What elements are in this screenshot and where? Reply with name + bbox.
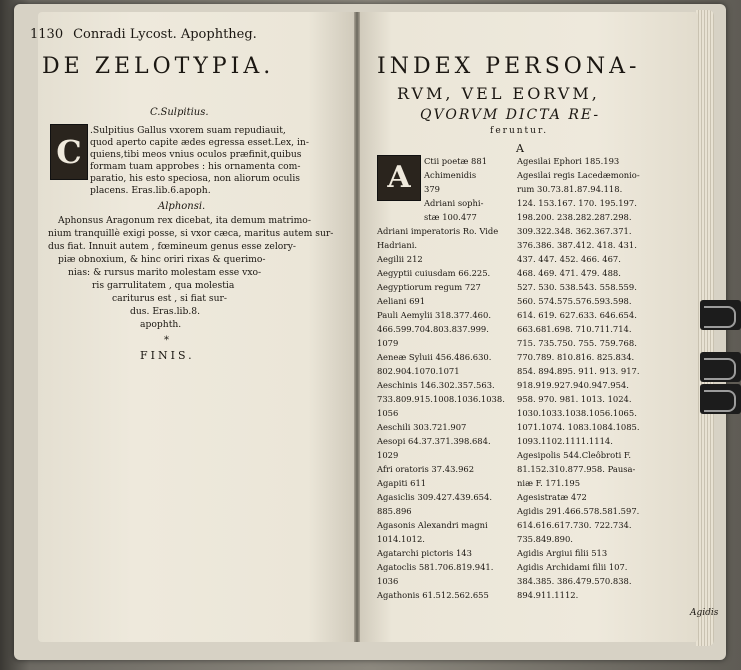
index-entry-line: Agapiti 611 — [377, 478, 427, 488]
paragraph-line: nium tranquillè exigi posse, si vxor cæca, maritus autem sur- — [48, 228, 334, 239]
index-entry-line: 1014.1012. — [377, 534, 425, 544]
paragraph-line: piæ obnoxium, & hinc oriri rixas & querimo- — [58, 254, 266, 265]
paragraph-line: dus. Eras.lib.8. — [130, 306, 201, 317]
running-head-title: Conradi Lycost. Apophtheg. — [73, 27, 257, 42]
index-entry-line: Adriani imperatoris Ro. Vide — [377, 226, 499, 236]
index-entry-line: Agatarchi pictoris 143 — [377, 548, 472, 558]
index-entry-line: 894.911.1112. — [517, 590, 579, 600]
index-entry-line: 733.809.915.1008.1036.1038. — [377, 394, 505, 404]
index-entry-line: Agidis Archidami filii 107. — [517, 562, 628, 572]
index-entry-line: 770.789. 810.816. 825.834. — [517, 352, 635, 362]
index-entry-line: Afri oratoris 37.43.962 — [377, 464, 475, 474]
index-entry-line: 1093.1102.1111.1114. — [517, 436, 613, 446]
finis-label: FINIS. — [140, 349, 195, 362]
paragraph-line: placens. Eras.lib.6.apoph. — [90, 185, 211, 196]
paragraph-line: cariturus est , si fiat sur- — [112, 293, 228, 304]
paragraph-line: quod aperto capite ædes egressa esset.Lex, in- — [90, 137, 309, 148]
catchword: Agidis — [690, 608, 719, 618]
binder-clip-icon — [700, 384, 741, 414]
index-entry-line: stæ 100.477 — [424, 212, 477, 222]
index-entry-line: 384.385. 386.479.570.838. — [517, 576, 632, 586]
index-entry-line: 466.599.704.803.837.999. — [377, 324, 489, 334]
index-entry-line: 614.616.617.730. 722.734. — [517, 520, 632, 530]
index-entry-line: 560. 574.575.576.593.598. — [517, 296, 632, 306]
index-entry-line: niæ F. 171.195 — [517, 478, 581, 488]
page-number: 1130 — [30, 27, 64, 42]
index-entry-line: Ctii poetæ 881 — [424, 156, 488, 166]
index-entry-line: Aesopi 64.37.371.398.684. — [377, 436, 491, 446]
index-title-line: QVORVM DICTA RE- — [420, 107, 601, 123]
index-entry-line: Agidis Argiui filii 513 — [517, 548, 608, 558]
index-entry-line: Hadriani. — [377, 240, 418, 250]
index-entry-line: 379 — [424, 184, 440, 194]
index-entry-line: Aeliani 691 — [377, 296, 426, 306]
index-title-line: RVM, VEL EORVM, — [397, 84, 600, 103]
index-entry-line: 309.322.348. 362.367.371. — [517, 226, 632, 236]
index-entry-line: Achimenidis — [424, 170, 477, 180]
index-entry-line: 1079 — [377, 338, 399, 348]
index-entry-line: 1056 — [377, 408, 399, 418]
index-title-line: INDEX PERSONA- — [377, 54, 641, 79]
index-entry-line: 1030.1033.1038.1056.1065. — [517, 408, 637, 418]
index-entry-line: Aeneæ Syluii 456.486.630. — [377, 352, 492, 362]
paragraph-line: ris garrulitatem , qua molestia — [92, 280, 235, 291]
paragraph-line: .Sulpitius Gallus vxorem suam repudiauit, — [90, 125, 286, 136]
index-entry-line: Agasiclis 309.427.439.654. — [377, 492, 492, 502]
index-entry-line: Pauli Aemylii 318.377.460. — [377, 310, 491, 320]
index-entry-line: Aeschili 303.721.907 — [377, 422, 467, 432]
index-entry-line: 1029 — [377, 450, 399, 460]
index-entry-line: 735.849.890. — [517, 534, 573, 544]
paragraph-line: quiens,tibi meos vnius oculos præfinit,quibus — [90, 149, 302, 160]
index-entry-line: Agatoclis 581.706.819.941. — [377, 562, 494, 572]
index-entry-line: Agasonis Alexandri magni — [377, 520, 488, 530]
decorated-initial: C — [50, 124, 88, 180]
index-entry-line: Aegilii 212 — [377, 254, 423, 264]
index-entry-line: 81.152.310.877.958. Pausa- — [517, 464, 636, 474]
paragraph-line: paratio, his esto speciosa, non aliorum oculis — [90, 173, 300, 184]
index-entry-line: Adriani sophi- — [424, 198, 484, 208]
index-entry-line: Agesistratæ 472 — [517, 492, 587, 502]
index-entry-line: 885.896 — [377, 506, 412, 516]
index-entry-line: Aegyptiorum regum 727 — [377, 282, 481, 292]
book-gutter — [354, 12, 360, 642]
index-entry-line: 854. 894.895. 911. 913. 917. — [517, 366, 640, 376]
index-entry-line: Agesilai regis Lacedæmonio- — [517, 170, 640, 180]
paragraph-line: apophth. — [140, 319, 182, 330]
index-entry-line: 198.200. 238.282.287.298. — [517, 212, 632, 222]
paragraph-line: formam tuam approbes : his ornamenta com- — [90, 161, 301, 172]
index-entry-line: 958. 970. 981. 1013. 1024. — [517, 394, 632, 404]
decorated-initial: A — [377, 155, 421, 201]
section-title: DE ZELOTYPIA. — [42, 54, 275, 79]
index-entry-line: 614. 619. 627.633. 646.654. — [517, 310, 637, 320]
index-entry-line: 1036 — [377, 576, 399, 586]
index-entry-line: Aeschinis 146.302.357.563. — [377, 380, 495, 390]
index-entry-line: 124. 153.167. 170. 195.197. — [517, 198, 637, 208]
paragraph-line: dus fiat. Innuit autem , fœmineum genus esse zelory- — [48, 241, 296, 252]
index-entry-line: 1071.1074. 1083.1084.1085. — [517, 422, 640, 432]
running-head — [30, 28, 257, 41]
index-entry-line: 918.919.927.940.947.954. — [517, 380, 629, 390]
entry-name: C.Sulpitius. — [150, 107, 209, 118]
index-entry-line: 437. 447. 452. 466. 467. — [517, 254, 621, 264]
index-entry-line: Aegyptii cuiusdam 66.225. — [377, 268, 491, 278]
index-entry-line: 715. 735.750. 755. 759.768. — [517, 338, 637, 348]
index-entry-line: rum 30.73.81.87.94.118. — [517, 184, 623, 194]
index-entry-line: 376.386. 387.412. 418. 431. — [517, 240, 637, 250]
index-entry-line: Agesilai Ephori 185.193 — [517, 156, 620, 166]
binder-clip-icon — [700, 300, 741, 330]
index-entry-line: 663.681.698. 710.711.714. — [517, 324, 632, 334]
paragraph-line: Aphonsus Aragonum rex dicebat, ita demum matrimo- — [58, 215, 311, 226]
index-entry-line: 527. 530. 538.543. 558.559. — [517, 282, 637, 292]
index-section-letter: A — [516, 142, 524, 155]
index-entry-line: Agesipolis 544.Cleôbroti F. — [517, 450, 632, 460]
index-entry-line: 468. 469. 471. 479. 488. — [517, 268, 621, 278]
entry-name: Alphonsi. — [158, 201, 206, 212]
index-title-line: feruntur. — [490, 126, 549, 136]
index-entry-line: 802.904.1070.1071 — [377, 366, 460, 376]
index-entry-line: Agidis 291.466.578.581.597. — [517, 506, 640, 516]
index-entry-line: Agathonis 61.512.562.655 — [377, 590, 489, 600]
paragraph-line: nias: & rursus marito molestam esse vxo- — [68, 267, 262, 278]
binder-clip-icon — [700, 352, 741, 382]
ornament-star: * — [164, 335, 169, 346]
